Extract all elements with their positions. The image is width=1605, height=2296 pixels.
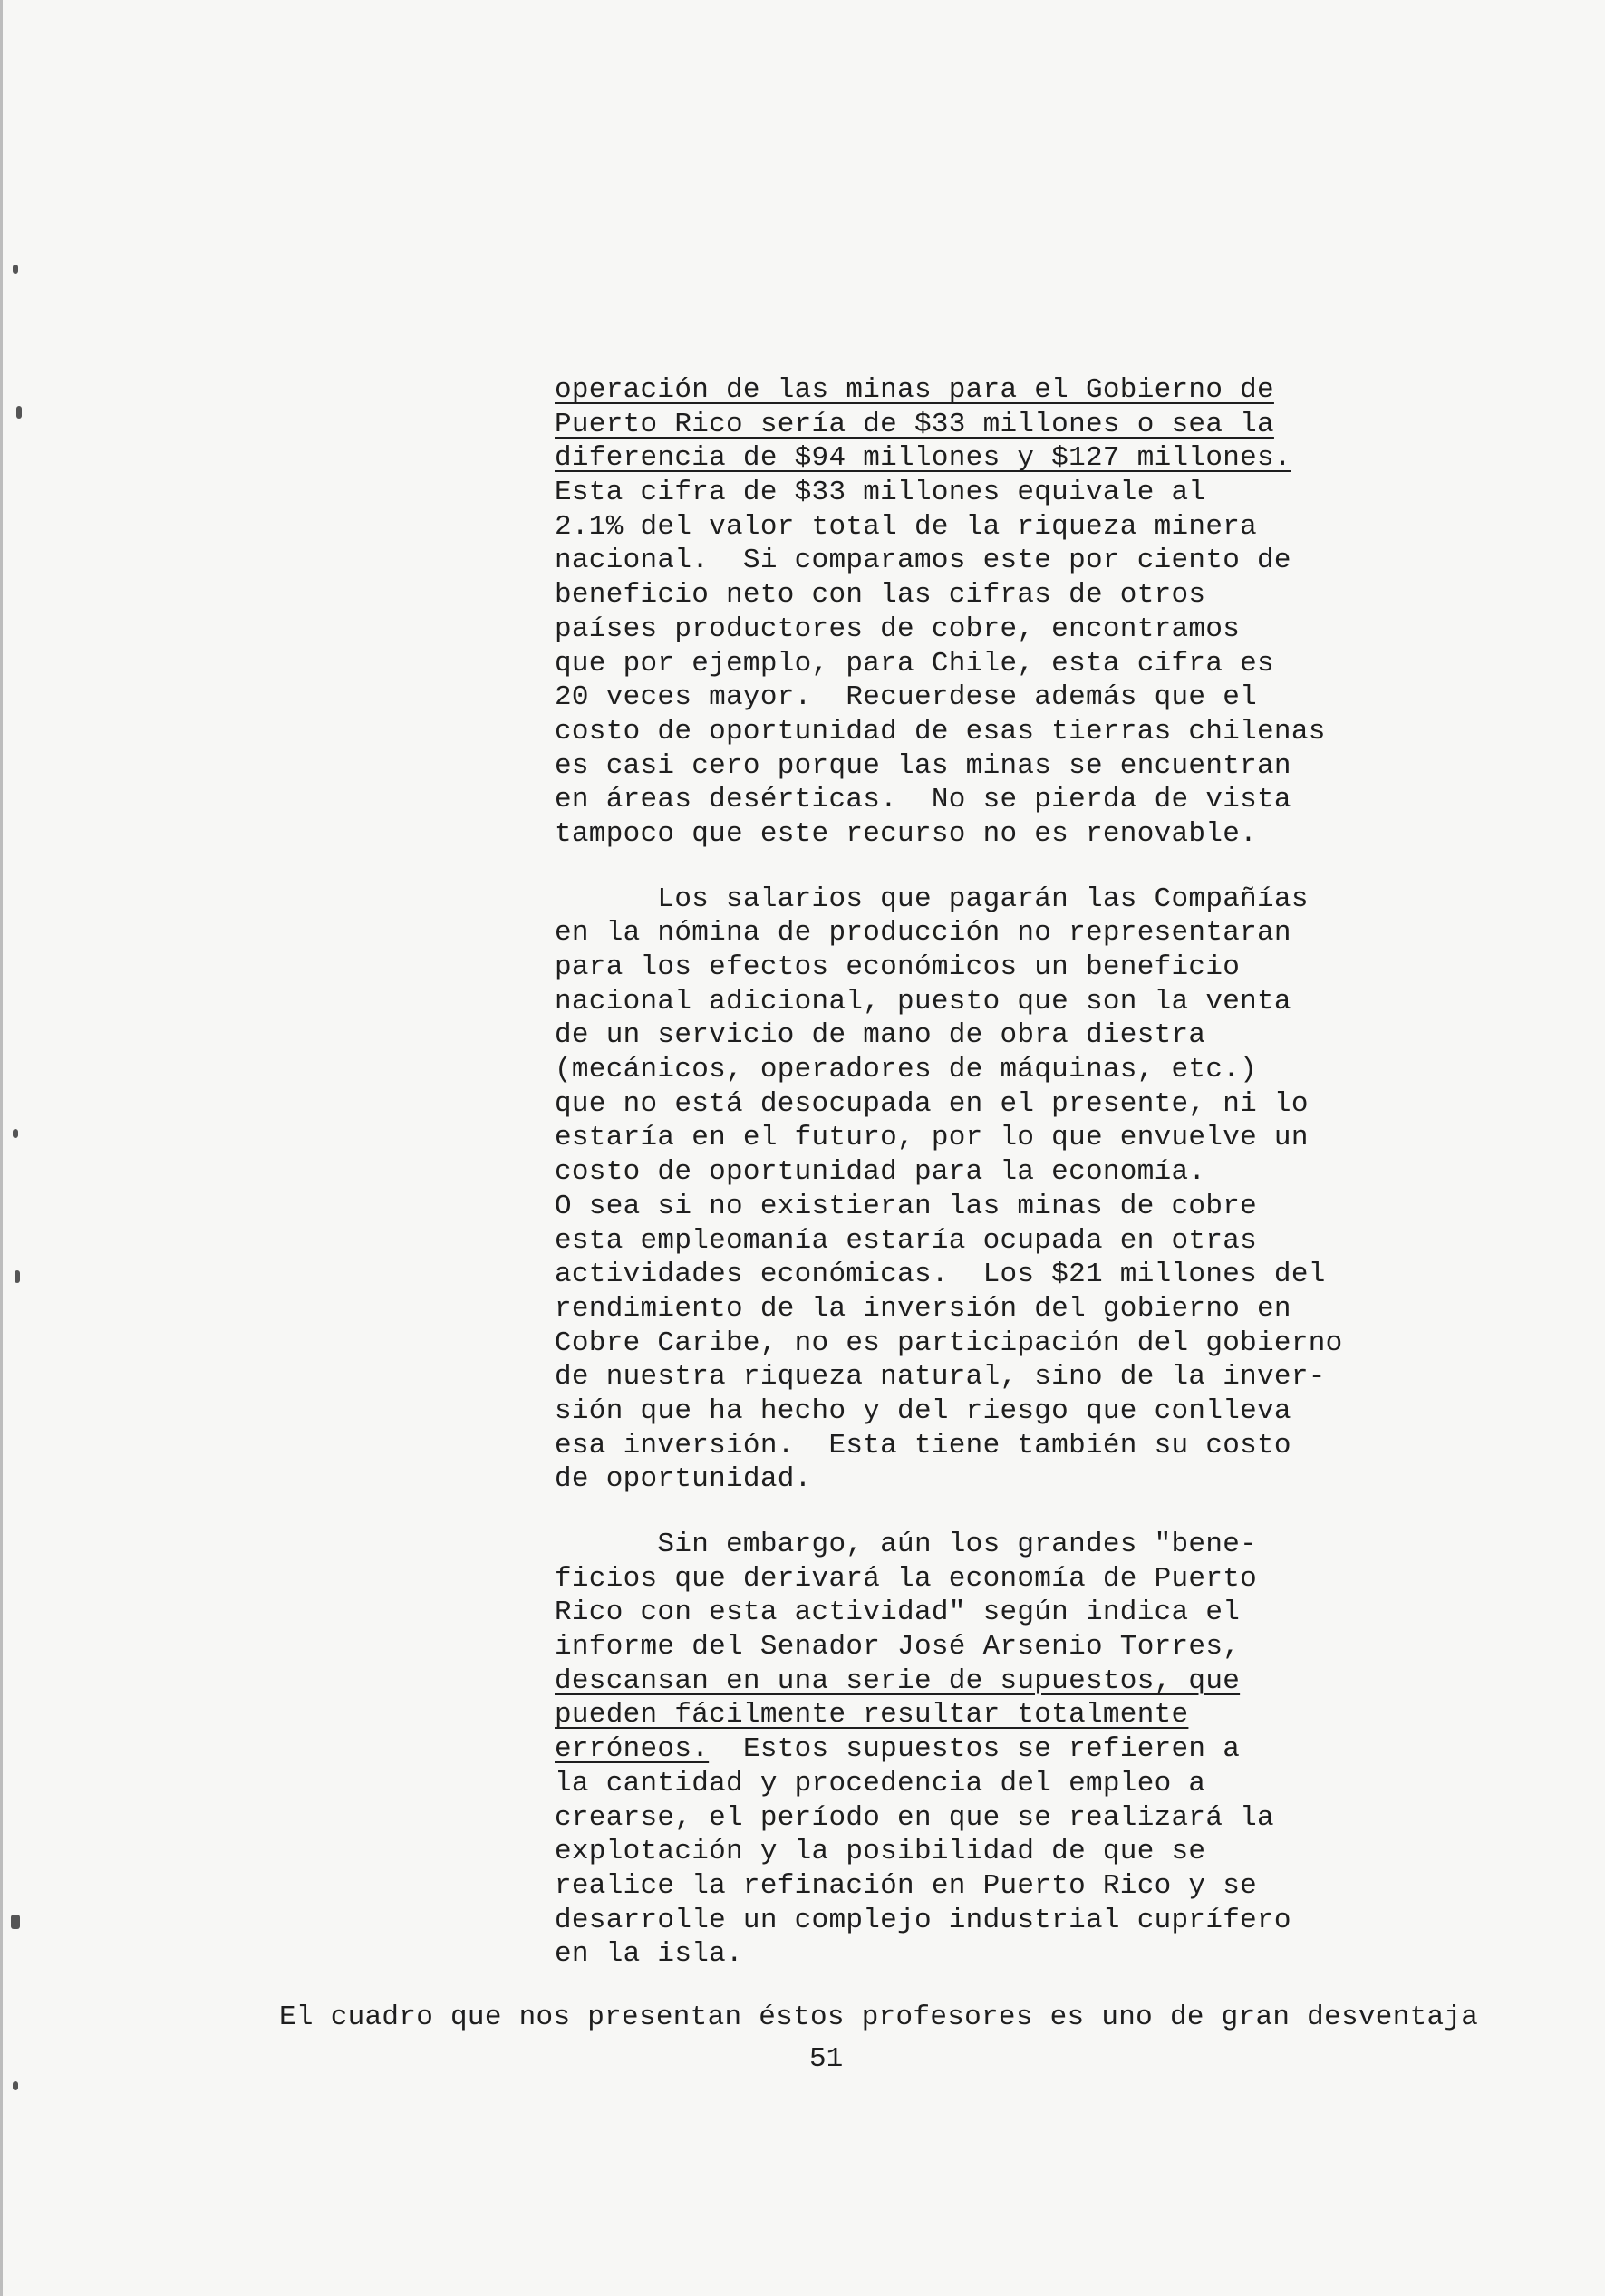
line-text: sión que ha hecho y del riesgo que conlleva (555, 1394, 1291, 1427)
page-number: 51 (809, 2043, 844, 2075)
text-line (555, 1429, 1352, 1463)
line-text: rendimiento de la inversión del gobierno en (555, 1292, 1291, 1325)
text-line (555, 817, 1352, 852)
text-line (555, 1326, 1352, 1361)
text-line (555, 1835, 1352, 1869)
text-line (555, 1869, 1352, 1904)
line-text: explotación y la posibilidad de que se (555, 1836, 1206, 1868)
line-text: la cantidad y procedencia del empleo a (555, 1767, 1206, 1799)
text-line (555, 1630, 1352, 1664)
text-line (555, 916, 1352, 950)
text-line (555, 950, 1352, 985)
line-text: de un servicio de mano de obra diestra (555, 1019, 1206, 1052)
paragraph (555, 373, 1352, 852)
text-line (555, 578, 1352, 613)
paragraph (555, 883, 1352, 1497)
line-text: Cobre Caribe, no es participación del gobierno (555, 1326, 1343, 1359)
line-text: en la nómina de producción no representaran (555, 917, 1291, 950)
line-text: crearse, el período en que se realizará la (555, 1801, 1274, 1834)
text-line (555, 985, 1352, 1019)
line-text: 2.1% del valor total de la riqueza minera (555, 510, 1258, 543)
text-line (555, 715, 1352, 749)
line-text: nacional adicional, puesto que son la venta (555, 985, 1291, 1018)
line-text: (mecánicos, operadores de máquinas, etc.) (555, 1054, 1258, 1086)
text-line (555, 1528, 1352, 1562)
text-line (555, 1937, 1352, 1972)
line-text: Los salarios que pagarán las Compañías (555, 883, 1309, 915)
line-text: es casi cero porque las minas se encuentran (555, 749, 1291, 782)
line-text: de nuestra riqueza natural, sino de la inver- (555, 1361, 1326, 1394)
line-text: Rico con esta actividad" según indica el (555, 1597, 1241, 1629)
text-line (555, 749, 1352, 784)
text-line (555, 1664, 1352, 1699)
text-line (555, 1360, 1352, 1394)
text-line (555, 1087, 1352, 1122)
scan-speck (16, 406, 22, 419)
line-text: actividades económicas. Los $21 millones del (555, 1259, 1326, 1291)
line-text: para los efectos económicos un beneficio (555, 951, 1241, 983)
text-line (555, 1190, 1352, 1224)
line-text: Estos supuestos se refieren a (709, 1733, 1241, 1766)
line-text: ficios que derivará la economía de Puerto (555, 1562, 1258, 1595)
text-line (555, 783, 1352, 817)
line-text: esa inversión. Esta tiene también su costo (555, 1429, 1291, 1462)
text-line (555, 1562, 1352, 1597)
line-text: Esta cifra de $33 millones equivale al (555, 477, 1206, 509)
text-line (555, 1904, 1352, 1938)
line-text: beneficio neto con las cifras de otros (555, 579, 1206, 612)
text-line (555, 544, 1352, 578)
paragraph-gap (555, 852, 1352, 883)
underlined-text: Puerto Rico sería de $33 millones o sea la (555, 408, 1274, 440)
line-text: costo de oportunidad de esas tierras chilenas (555, 715, 1326, 748)
line-text: de oportunidad. (555, 1463, 812, 1496)
text-line (555, 441, 1352, 476)
text-line (555, 373, 1352, 408)
line-text: costo de oportunidad para la economía. (555, 1156, 1206, 1189)
line-text: países productores de cobre, encontramos (555, 613, 1241, 645)
scan-speck (11, 1915, 20, 1929)
underlined-text: erróneos. (555, 1733, 710, 1766)
paragraph-gap (555, 1497, 1352, 1528)
text-line (555, 1018, 1352, 1053)
page-left-edge (0, 0, 3, 2296)
line-text: informe del Senador José Arsenio Torres, (555, 1631, 1241, 1664)
body-text-column (555, 373, 1352, 1972)
text-line (555, 1224, 1352, 1259)
line-text: nacional. Si comparamos este por ciento de (555, 545, 1291, 577)
line-text: que no está desocupada en el presente, ni lo (555, 1087, 1309, 1120)
line-text: tampoco que este recurso no es renovable. (555, 817, 1258, 850)
line-text: esta empleomanía estaría ocupada en otras (555, 1224, 1258, 1257)
text-line (555, 1767, 1352, 1801)
text-line (555, 1394, 1352, 1429)
text-line (555, 510, 1352, 545)
text-line (555, 476, 1352, 510)
line-text: O sea si no existieran las minas de cobre (555, 1190, 1258, 1222)
text-line (555, 1292, 1352, 1326)
text-line (555, 1596, 1352, 1630)
line-text: que por ejemplo, para Chile, esta cifra es (555, 647, 1274, 680)
line-text: en áreas desérticas. No se pierda de vista (555, 784, 1291, 816)
text-line (555, 1462, 1352, 1497)
scan-speck (13, 265, 18, 274)
text-line (555, 1121, 1352, 1155)
text-line (555, 647, 1352, 681)
text-line (555, 1801, 1352, 1836)
underlined-text: diferencia de $94 millones y $127 millones. (555, 442, 1291, 475)
line-text: Sin embargo, aún los grandes "bene- (555, 1529, 1258, 1560)
text-line (555, 883, 1352, 917)
line-text: en la isla. (555, 1938, 743, 1971)
underlined-text: pueden fácilmente resultar totalmente (555, 1699, 1189, 1732)
scan-speck (13, 2081, 18, 2090)
text-line (555, 1732, 1352, 1767)
line-text: realice la refinación en Puerto Rico y se (555, 1869, 1258, 1902)
footer-text-line: El cuadro que nos presentan éstos profesores es uno de gran desventaja (279, 2002, 1479, 2033)
underlined-text: operación de las minas para el Gobierno de (555, 374, 1274, 406)
underlined-text: descansan en una serie de supuestos, que (555, 1664, 1241, 1697)
text-line (555, 613, 1352, 647)
scan-speck (15, 1270, 20, 1283)
paragraph (555, 1528, 1352, 1972)
text-line (555, 1698, 1352, 1732)
text-line (555, 1155, 1352, 1190)
line-text: estaría en el futuro, por lo que envuelve un (555, 1122, 1309, 1154)
text-line (555, 680, 1352, 715)
line-text: desarrolle un complejo industrial cuprífero (555, 1904, 1291, 1936)
text-line (555, 1053, 1352, 1087)
line-text: 20 veces mayor. Recuerdese además que el (555, 681, 1258, 714)
scan-speck (13, 1129, 18, 1138)
text-line (555, 1258, 1352, 1292)
text-line (555, 408, 1352, 442)
